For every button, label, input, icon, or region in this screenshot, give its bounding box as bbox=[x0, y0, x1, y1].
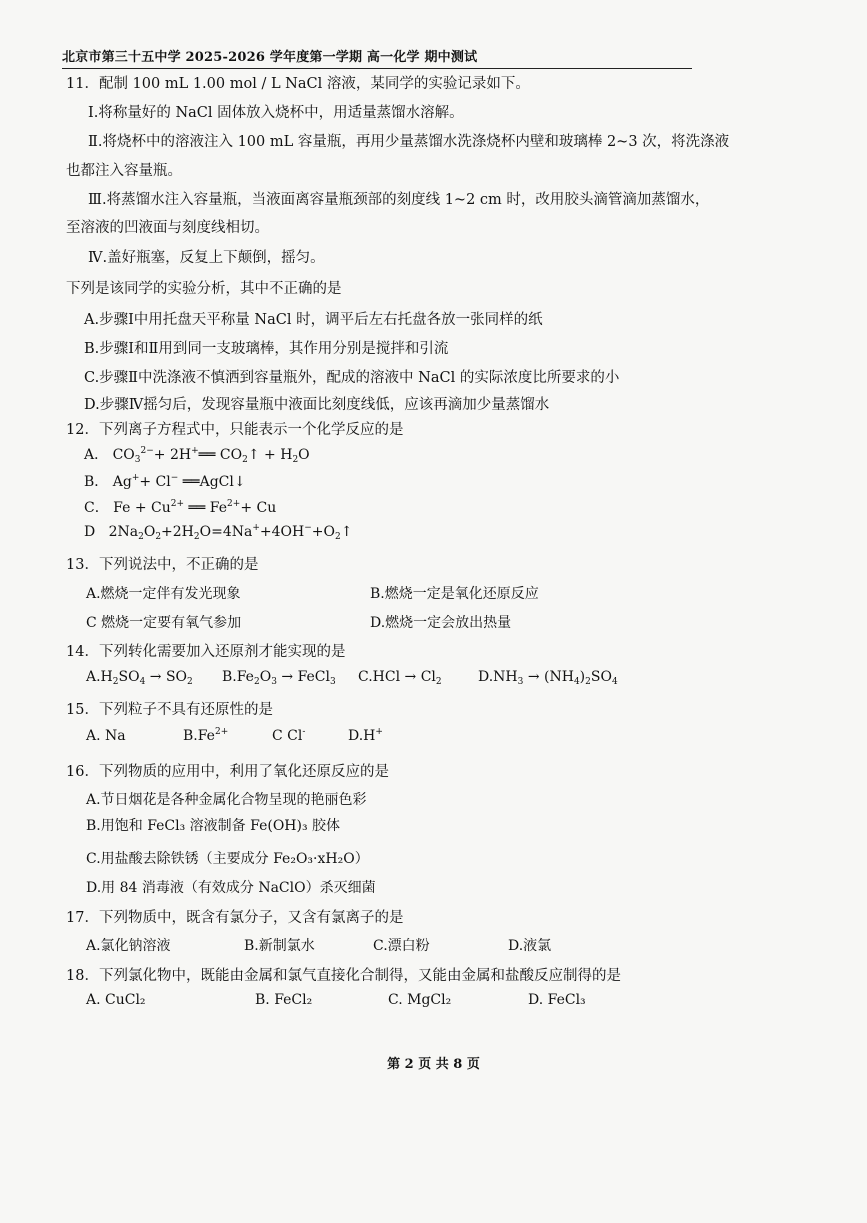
q15-stem: 15．下列粒子不具有还原性的是 bbox=[66, 702, 273, 718]
page-footer: 第 2 页 共 8 页 bbox=[387, 1057, 480, 1072]
q13-option-b: B.燃烧一定是氧化还原反应 bbox=[370, 586, 539, 602]
q11-option-b: B.步骤Ⅰ和Ⅱ用到同一支玻璃棒，其作用分别是搅拌和引流 bbox=[84, 341, 449, 357]
q18-option-a: A. CuCl₂ bbox=[86, 992, 146, 1008]
q12-option-b-label: B． bbox=[84, 474, 109, 490]
page-header: 北京市第三十五中学 2025-2026 学年度第一学期 高一化学 期中测试 bbox=[62, 46, 692, 69]
q12-option-d: D $2Na_2O_2+2H_2O=4Na^++4OH^-+O_2↑$ bbox=[84, 523, 353, 542]
q11-ask: 下列是该同学的实验分析，其中不正确的是 bbox=[66, 281, 342, 297]
q14-option-a: $A.H_2SO_4 \to SO_2$ bbox=[86, 669, 193, 687]
q16-option-d: D.用 84 消毒液（有效成分 NaClO）杀灭细菌 bbox=[86, 880, 376, 896]
q15-option-d: D.H+ bbox=[348, 727, 383, 744]
q11-step2b: 也都注入容量瓶。 bbox=[66, 163, 182, 179]
q11-step1: Ⅰ.将称量好的 NaCl 固体放入烧杯中，用适量蒸馏水溶解。 bbox=[88, 105, 464, 121]
q12-option-a: A． $CO_3^{2-}+$ 2H+══ $CO_2↑ + H_2O$ bbox=[84, 446, 310, 465]
q15-option-c: C Cl- bbox=[272, 727, 306, 744]
q11-option-c: C.步骤Ⅱ中洗涤液不慎洒到容量瓶外，配成的溶液中 NaCl 的实际浓度比所要求的小 bbox=[84, 370, 620, 386]
q14-option-c: $C.HCl \to Cl_2$ bbox=[358, 669, 442, 687]
q17-option-b: B.新制氯水 bbox=[244, 938, 315, 954]
q15-option-b: $B.Fe^{2+}$ bbox=[183, 727, 229, 744]
q11-option-a: A.步骤Ⅰ中用托盘天平称量 NaCl 时，调平后左右托盘各放一张同样的纸 bbox=[84, 312, 543, 328]
q13-option-a: A.燃烧一定伴有发光现象 bbox=[86, 586, 241, 602]
q17-option-a: A.氯化钠溶液 bbox=[86, 938, 171, 954]
q17-option-c: C.漂白粉 bbox=[373, 938, 430, 954]
q13-stem: 13．下列说法中，不正确的是 bbox=[66, 557, 259, 573]
q17-option-d: D.液氯 bbox=[508, 938, 552, 954]
q18-stem: 18．下列氯化物中，既能由金属和氯气直接化合制得，又能由金属和盐酸反应制得的是 bbox=[66, 968, 621, 984]
q14-option-b: $B.Fe_2O_3$ → FeCl$_3$ bbox=[222, 669, 336, 687]
q18-option-c: C. MgCl₂ bbox=[388, 992, 452, 1008]
q11-step3b: 至溶液的凹液面与刻度线相切。 bbox=[66, 220, 269, 236]
q13-option-c: C 燃烧一定要有氧气参加 bbox=[86, 615, 242, 631]
q12-option-a-label: A． bbox=[84, 447, 109, 463]
q18-option-d: D. FeCl₃ bbox=[528, 992, 586, 1008]
q11-stem: 11．配制 100 mL 1.00 mol / L NaCl 溶液，某同学的实验记录如下。 bbox=[66, 76, 530, 92]
q13-option-d: D.燃烧一定会放出热量 bbox=[370, 615, 512, 631]
q14-stem: 14．下列转化需要加入还原剂才能实现的是 bbox=[66, 644, 346, 660]
q16-stem: 16．下列物质的应用中，利用了氧化还原反应的是 bbox=[66, 764, 389, 780]
q17-stem: 17．下列物质中，既含有氯分子，又含有氯离子的是 bbox=[66, 910, 404, 926]
q11-step4: Ⅳ.盖好瓶塞，反复上下颠倒，摇匀。 bbox=[88, 250, 325, 266]
q16-option-b: B.用饱和 FeCl₃ 溶液制备 Fe(OH)₃ 胶体 bbox=[86, 818, 341, 834]
q12-stem: 12．下列离子方程式中，只能表示一个化学反应的是 bbox=[66, 422, 404, 438]
q12-option-d-label: D bbox=[84, 524, 96, 540]
q11-step3a: Ⅲ.将蒸馏水注入容量瓶，当液面离容量瓶颈部的刻度线 1~2 cm 时，改用胶头滴管滴加蒸馏水， bbox=[88, 192, 710, 208]
q12-option-b: B． Ag++ Cl− ══AgCl↓ bbox=[84, 473, 246, 490]
q16-option-a: A.节日烟花是各种金属化合物呈现的艳丽色彩 bbox=[86, 792, 367, 808]
q12-option-c: C． $Fe + Cu^{2+}$ ══ $Fe^{2+}+ Cu$ bbox=[84, 499, 277, 516]
q12-option-c-label: C． bbox=[84, 500, 109, 516]
q14-option-d: $D.NH_3 \to (NH_4)_2SO_4$ bbox=[478, 669, 618, 687]
q16-option-c: C.用盐酸去除铁锈（主要成分 Fe₂O₃·xH₂O） bbox=[86, 851, 369, 867]
q18-option-b: B. FeCl₂ bbox=[255, 992, 313, 1008]
q11-option-d: D.步骤Ⅳ摇匀后，发现容量瓶中液面比刻度线低，应该再滴加少量蒸馏水 bbox=[84, 397, 550, 413]
q11-step2a: Ⅱ.将烧杯中的溶液注入 100 mL 容量瓶，再用少量蒸馏水洗涤烧杯内壁和玻璃棒 2~3 次，将洗涤液 bbox=[88, 134, 730, 150]
q15-option-a: A. Na bbox=[86, 728, 126, 744]
